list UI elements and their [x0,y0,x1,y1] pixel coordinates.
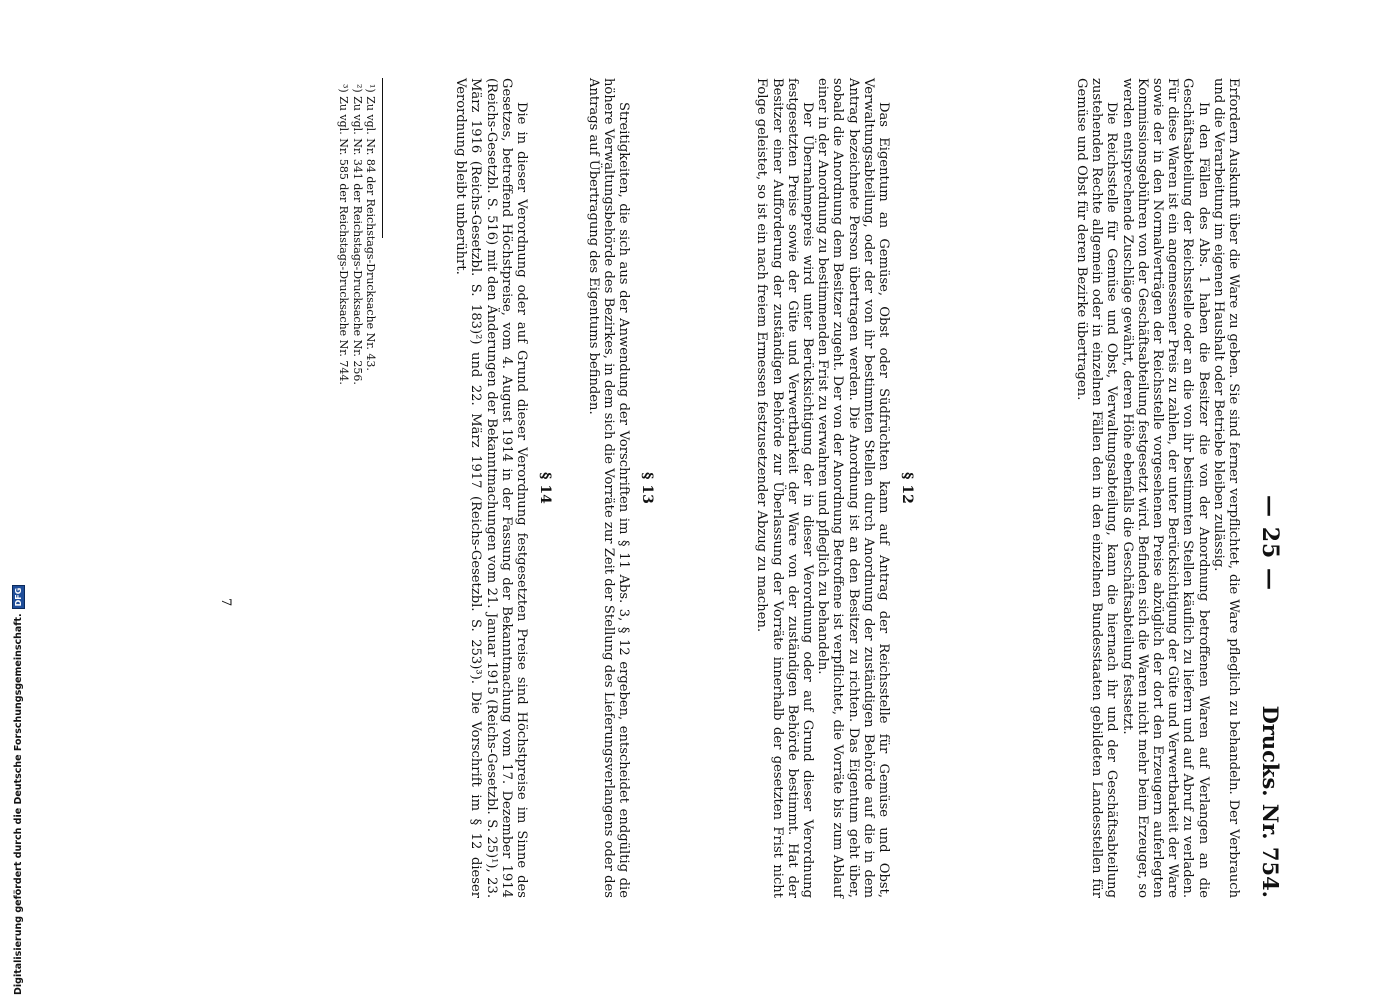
digitization-note [12,587,24,995]
section-14-heading: § 14 [537,472,553,504]
section-13-paragraph-1: Streitigkeiten, die sich aus der Anwendung der Vorschriften im § 11 Abs. 3, § 12 ergeben, entscheidet endgültig die höhere Verwaltungsbehörde des Bezirkes, in dem sich die Vorräte zur Zeit der Stellung des Lieferungsverlangens oder des Antrags auf Übertragung des Eigentums befinden. [585,78,631,898]
section-12-paragraph-2: Der Übernahmepreis wird unter Berücksichtigung der in dieser Verordnung oder auf Grund dieser Verordnung festgesetzten Preise sowie der Güte und Verwertbarkeit der Ware von der zuständigen Behörde bestimmt. Hat der Besitzer einer Aufforderung der zuständigen Behörde zur Überlassung der Vorräte innerhalb der gesetzten Frist nicht Folge geleistet, so ist ein nach freiem Ermessen festzusetzender Abzug zu machen. [754,78,815,898]
footnotes [337,84,377,884]
digitization-text: Digitalisierung gefördert durch die Deutsche Forschungsgemeinschaft. [12,613,24,995]
page-header [1253,78,1283,898]
intro-paragraph-2: In den Fällen des Abs. 1 haben die Besitzer die von der Anordnung betroffenen Waren auf Verlangen an die Geschäftsabteilung der Reichsstelle oder an die von ihr bestimmten Stellen käuflich zu liefern und auf Abruf zu verladen. Für diese Waren ist ein angemessener Preis zu zahlen, der unter Berücksichtigung der Güte und Verwertbarkeit der Ware sowie der in den Normalverträgen der Reichsstelle vorgesehenen Preise abzüglich der dort den Erzeugern auferlegten Kommissionsgebühren von der Geschäftsabteilung festgesetzt wird. Befinden sich die Waren nicht mehr beim Erzeuger, so werden entsprechende Zuschläge gewährt, deren Höhe ebenfalls die Geschäftsabteilung festsetzt. [1119,78,1211,898]
section-12-paragraph-1: Das Eigentum an Gemüse, Obst oder Südfrüchten kann auf Antrag der Reichsstelle für Gemüse und Obst, Verwaltungsabteilung, oder der von ihr bestimmten Stellen durch Anordnung der zuständigen Behörde auf die in dem Antrag bezeichnete Person übertragen werden. Die Anordnung ist an den Besitzer zu richten. Das Eigentum geht über, sobald die Anordnung dem Besitzer zugeht. Der von der Anordnung Betroffene ist verpflichtet, die Vorräte bis zum Ablauf einer in der Anordnung zu bestimmenden Frist zu verwahren und pfleglich zu behandeln. [815,78,891,898]
section-14 [453,78,529,898]
signature-mark: 7 [218,598,233,607]
dfg-logo: DFG [12,585,25,610]
drucksache-number: Drucks. Nr. 754. [1258,705,1283,898]
document-page [193,78,1283,898]
footnote-2: ²) Zu vgl. Nr. 341 der Reichstags-Drucksache Nr. 256. [350,84,364,385]
section-12 [754,78,891,898]
footnote-3: ³) Zu vgl. Nr. 585 der Reichstags-Drucksache Nr. 744. [337,84,351,385]
section-12-heading: § 12 [899,472,915,504]
intro-section [1074,78,1241,898]
section-13-heading: § 13 [639,472,655,504]
section-13 [585,78,631,898]
intro-paragraph-3: Die Reichsstelle für Gemüse und Obst, Verwaltungsabteilung, kann die hiernach ihr und der Geschäftsabteilung zustehenden Rechte allgemein oder in einzelnen Fällen den in den einzelnen Bundesstaaten gebildeten Landesstellen für Gemüse und Obst für deren Bezirke übertragen. [1073,78,1120,898]
intro-paragraph-1: Erfordern Auskunft über die Ware zu geben. Sie sind ferner verpflichtet, die Ware pfleglich zu behandeln. Der Verbrauch und die Verarbeitung im eigenen Haushalt oder Betriebe bleiben zulässig. [1210,78,1241,898]
footnote-1: ¹) Zu vgl. Nr. 84 der Reichstags-Drucksache Nr. 43. [364,84,377,371]
page-number: — 25 — [1257,495,1283,591]
section-14-paragraph-1: Die in dieser Verordnung oder auf Grund dieser Verordnung festgesetzten Preise sind Höchstpreise im Sinne des Gesetzes, betreffend Höchstpreise, vom 4. August 1914 in der Fassung der Bekanntmachung vom 17. Dezember 1914 (Reichs-Gesetzbl. S. 516) mit den Änderungen der Bekanntmachungen vom 21. Januar 1915 (Reichs-Gesetzbl. S. 25)¹), 23. März 1916 (Reichs-Gesetzbl. S. 183)²) und 22. März 1917 (Reichs-Gesetzbl. S. 253)³). Die Vorschrift im § 12 dieser Verordnung bleibt unberührt. [453,78,529,898]
footnote-rule [382,78,383,238]
